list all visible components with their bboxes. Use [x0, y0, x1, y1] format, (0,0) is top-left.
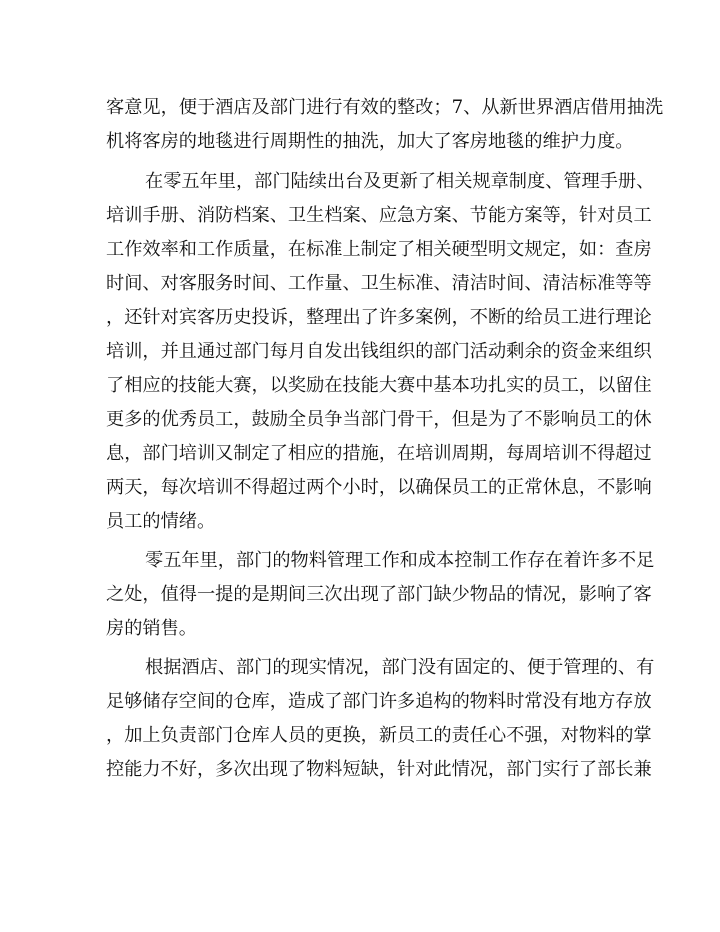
paragraph-first-line: 零五年里，部门的物料管理工作和成本控制工作存在着许多不足	[145, 550, 655, 571]
paragraph-first-line: 根据酒店、部门的现实情况，部门没有固定的、便于管理的、有	[145, 657, 655, 678]
text-line: 工作效率和工作质量，在标准上制定了相关硬型明文规定，如：查房	[106, 239, 652, 260]
text-line: 两天，每次培训不得超过两个小时，以确保员工的正常休息，不影响	[106, 477, 652, 498]
paragraph-first-line: 在零五年里，部门陆续出台及更新了相关规章制度、管理手册、	[145, 171, 655, 192]
text-line: ，加上负责部门仓库人员的更换，新员工的责任心不强，对物料的掌	[106, 725, 652, 746]
text-line: 时间、对客服务时间、工作量、卫生标准、清洁时间、清洁标准等等	[106, 273, 652, 294]
text-line: 员工的情绪。	[106, 511, 216, 532]
text-line: 息，部门培训又制定了相应的措施，在培训周期，每周培训不得超过	[106, 443, 652, 464]
text-line: 控能力不好，多次出现了物料短缺，针对此情况，部门实行了部长兼	[106, 759, 652, 780]
text-line: 机将客房的地毯进行周期性的抽洗，加大了客房地毯的维护力度。	[106, 131, 634, 152]
text-line: 培训，并且通过部门每月自发出钱组织的部门活动剩余的资金来组织	[106, 341, 652, 362]
text-line: 培训手册、消防档案、卫生档案、应急方案、节能方案等，针对员工	[106, 205, 652, 226]
text-line: 房的销售。	[106, 618, 197, 639]
text-line: 了相应的技能大赛，以奖励在技能大赛中基本功扎实的员工，以留住	[106, 375, 652, 396]
text-line: 客意见，便于酒店及部门进行有效的整改；7、从新世界酒店借用抽洗	[106, 97, 664, 118]
text-line: 更多的优秀员工，鼓励全员争当部门骨干，但是为了不影响员工的休	[106, 409, 652, 430]
text-line: ，还针对宾客历史投诉，整理出了许多案例，不断的给员工进行理论	[106, 307, 652, 328]
text-line: 之处，值得一提的是期间三次出现了部门缺少物品的情况，影响了客	[106, 584, 652, 605]
text-line: 足够储存空间的仓库，造成了部门许多追构的物料时常没有地方存放	[106, 691, 652, 712]
